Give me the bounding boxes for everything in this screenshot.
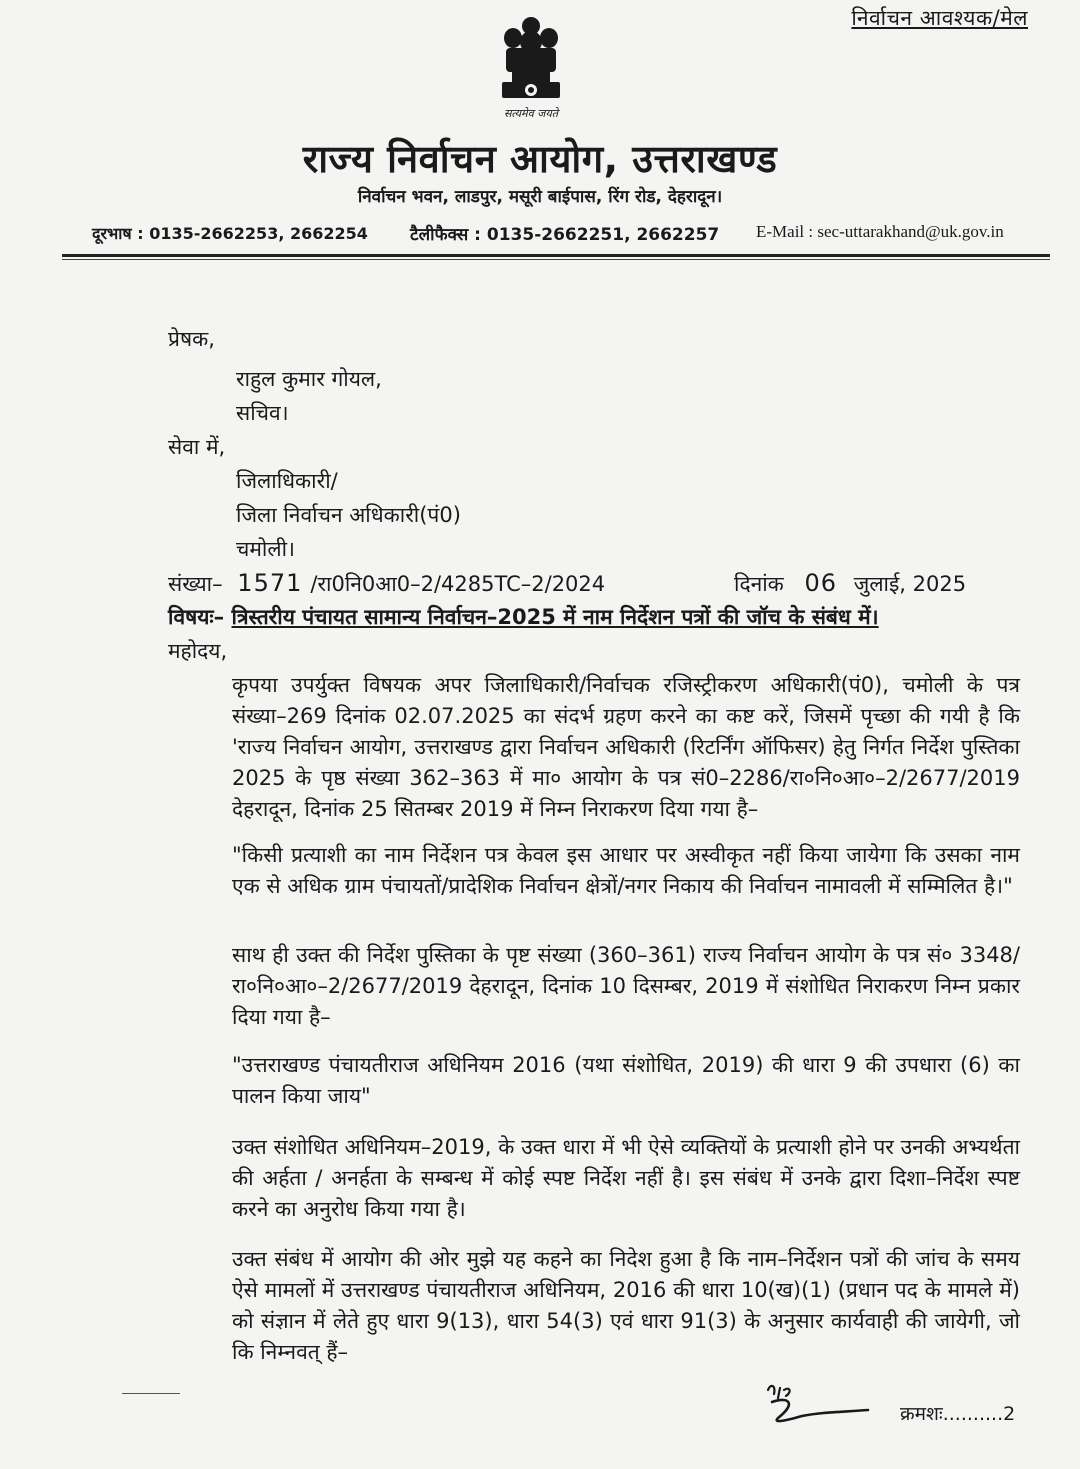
quoted-text-1: "किसी प्रत्याशी का नाम निर्देशन पत्र केवल इस आधार पर अस्वीकृत नहीं किया जायेगा कि उसका नाम एक से अधिक ग्राम पंचायतों/प्रादेशिक निर्वाचन क्षेत्रों/नगर निकाय की निर्वाचन नामावली में सम्मिलित है।" bbox=[232, 843, 1020, 898]
header-divider-thin bbox=[62, 259, 1050, 260]
subject-text: त्रिस्तरीय पंचायत सामान्य निर्वाचन–2025 में नाम निर्देशन पत्रों की जॉच के संबंध में। bbox=[231, 605, 879, 629]
sender-name: राहुल कुमार गोयल, bbox=[236, 367, 382, 391]
commission-address: निर्वाचन भवन, लाडपुर, मसूरी बाईपास, रिंग रोड, देहरादून। bbox=[357, 187, 723, 207]
email-address: E-Mail : sec-uttarakhand@uk.gov.in bbox=[756, 222, 1004, 241]
recipient-line-3: चमोली। bbox=[236, 537, 295, 561]
handwritten-day: 06 bbox=[804, 569, 838, 597]
letter-date bbox=[734, 568, 966, 599]
subject-label: विषयः– bbox=[168, 605, 225, 629]
urgent-mail-label: निर्वाचन आवश्यक/मेल bbox=[851, 6, 1028, 30]
continued-marker: क्रमशः..........2 bbox=[900, 1403, 1016, 1425]
date-label: दिनांक bbox=[734, 572, 784, 596]
commission-title: राज्य निर्वाचन आयोग, उत्तराखण्ड bbox=[302, 137, 778, 181]
handwritten-number: 1571 bbox=[237, 569, 303, 597]
sender-designation: सचिव। bbox=[236, 401, 289, 425]
footer-divider bbox=[122, 1393, 180, 1394]
emblem-motto: सत्यमेव जयते bbox=[503, 107, 558, 120]
recipient-line-2: जिला निर्वाचन अधिकारी(पं0) bbox=[236, 503, 461, 527]
header-divider bbox=[62, 254, 1050, 257]
body-paragraph-2: साथ ही उक्त की निर्देश पुस्तिका के पृष्ट संख्या (360–361) राज्य निर्वाचन आयोग के पत्र सं० 3348/रा०नि०आ०–2/2677/2019 देहरादून, दिनांक 10 दिसम्बर, 2019 में संशोधित निराकरण निम्न प्रकार दिया गया है– bbox=[232, 943, 1020, 1029]
body-paragraph-1: कृपया उपर्युक्त विषयक अपर जिलाधिकारी/निर्वाचक रजिस्ट्रीकरण अधिकारी(पं0), चमोली के पत्र संख्या–269 दिनांक 02.07.2025 का संदर्भ ग्रहण करने का कष्ट करें, जिसमें पृच्छा की गयी है कि 'राज्य निर्वाचन आयोग, उत्तराखण्ड द्वारा निर्वाचन अधिकारी (रिटर्निंग ऑफिसर) हेतु निर्गत निर्देश पुस्तिका 2025 के पृष्ठ संख्या 362–363 में मा० आयोग के पत्र सं0–2286/रा०नि०आ०–2/2677/2019 देहरादून, दिनांक 25 सितम्बर 2019 में निम्न निराकरण दिया गया है– bbox=[232, 673, 1020, 821]
salutation: महोदय, bbox=[168, 639, 228, 663]
sender-label: प्रेषक, bbox=[168, 327, 215, 351]
quoted-text-2: "उत्तराखण्ड पंचायतीराज अधिनियम 2016 (यथा संशोधित, 2019) की धारा 9 की उपधारा (6) का पालन किया जाय" bbox=[232, 1053, 1020, 1108]
signature-icon bbox=[762, 1380, 872, 1428]
recipient-label: सेवा में, bbox=[168, 435, 226, 459]
subject-line bbox=[168, 602, 879, 632]
reference-number bbox=[168, 568, 605, 599]
body-paragraph-4: उक्त संबंध में आयोग की ओर मुझे यह कहने का निदेश हुआ है कि नाम–निर्देशन पत्रों की जांच के समय ऐसे मामलों में उत्तराखण्ड पंचायतीराज अधिनियम, 2016 की धारा 10(ख)(1) (प्रधान पद के मामले में) को संज्ञान में लेते हुए धारा 9(13), धारा 54(3) एवं धारा 91(3) के अनुसार कार्यवाही की जायेगी, जो कि निम्नवत् हैं– bbox=[232, 1247, 1020, 1364]
phone-number: दूरभाष : 0135-2662253, 2662254 bbox=[92, 224, 368, 243]
reference-label: संख्या– bbox=[168, 572, 223, 596]
date-rest: जुलाई, 2025 bbox=[853, 572, 967, 596]
recipient-line-1: जिलाधिकारी/ bbox=[236, 469, 338, 493]
reference-suffix: /रा0नि0आ0–2/4285TC–2/2024 bbox=[310, 572, 606, 596]
fax-number: टैलीफैक्स : 0135-2662251, 2662257 bbox=[410, 225, 720, 245]
body-paragraph-3: उक्त संशोधित अधिनियम–2019, के उक्त धारा में भी ऐसे व्यक्तियों के प्रत्याशी होने पर उनकी अभ्यर्थता की अर्हता / अनर्हता के सम्बन्ध में कोई स्पष्ट निर्देश नहीं है। इस संबंध में उनके द्वारा दिशा–निर्देश स्पष्ट करने का अनुरोध किया गया है। bbox=[232, 1135, 1020, 1221]
